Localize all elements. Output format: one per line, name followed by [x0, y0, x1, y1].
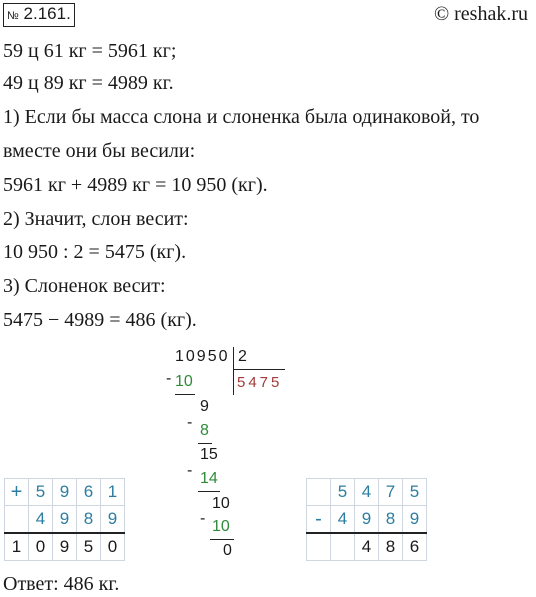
addend1-digit: 9	[53, 479, 77, 506]
division-sub-2: 8	[200, 422, 209, 439]
minuend-digit: 5	[403, 479, 427, 506]
sum-digit: 0	[101, 533, 125, 561]
empty-cell	[307, 479, 331, 506]
division-bar-vertical	[233, 347, 234, 367]
addend1-digit: 1	[101, 479, 125, 506]
sum-digit: 1	[5, 533, 29, 561]
minuend-digit: 4	[355, 479, 379, 506]
divisor: 2	[238, 348, 247, 365]
problem-number	[3, 3, 75, 27]
subtrahend-digit: 4	[331, 506, 355, 534]
minuend-digit: 5	[331, 479, 355, 506]
addend2-digit: 9	[53, 506, 77, 534]
empty-cell	[307, 533, 331, 561]
minuend-digit: 7	[379, 479, 403, 506]
addend2-digit: 9	[101, 506, 125, 534]
sum-digit: 5	[77, 533, 101, 561]
solution-line-2: 49 ц 89 кг = 4989 кг.	[3, 72, 174, 94]
division-bar-vertical-lower	[233, 367, 234, 395]
division-minus: -	[166, 370, 172, 387]
solution-line-6: 2) Значит, слон весит:	[3, 208, 189, 230]
sum-digit: 0	[29, 533, 53, 561]
answer-line: Ответ: 486 кг.	[3, 573, 120, 595]
minus-sign: -	[307, 506, 331, 534]
site-watermark: © reshak.ru	[433, 3, 528, 25]
subtrahend-digit: 8	[379, 506, 403, 534]
difference-digit: 8	[379, 533, 403, 561]
empty-cell	[331, 533, 355, 561]
dividend: 10950	[175, 348, 230, 365]
division-sub-3: 14	[200, 470, 218, 487]
division-underline-1	[175, 394, 195, 395]
division-sub-1: 10	[175, 373, 193, 390]
solution-line-9: 5475 − 4989 = 486 (кг).	[3, 309, 197, 331]
solution-line-8: 3) Слоненок весит:	[3, 275, 166, 297]
divisor-underline	[233, 369, 285, 370]
division-underline-2	[198, 443, 212, 444]
division-underline-4	[210, 539, 234, 540]
problem-number-value: 2.161.	[23, 4, 71, 23]
division-underline-3	[198, 491, 220, 492]
solution-line-5: 5961 кг + 4989 кг = 10 950 (кг).	[3, 174, 268, 196]
division-minus: -	[187, 462, 193, 479]
addend1-digit: 5	[29, 479, 53, 506]
difference-digit: 4	[355, 533, 379, 561]
solution-line-1: 59 ц 61 кг = 5961 кг;	[3, 40, 177, 62]
division-rem-1: 9	[200, 398, 209, 415]
addend1-digit: 6	[77, 479, 101, 506]
addend2-digit: 8	[77, 506, 101, 534]
subtraction-column	[306, 478, 427, 561]
division-rem-3: 10	[212, 495, 230, 512]
solution-line-3: 1) Если бы масса слона и слоненка была одинаковой, то	[3, 106, 480, 128]
solution-line-4: вместе они бы весили:	[3, 140, 196, 162]
addend2-digit: 4	[29, 506, 53, 534]
division-rem-2: 15	[200, 446, 218, 463]
solution-line-7: 10 950 : 2 = 5475 (кг).	[3, 241, 187, 263]
division-sub-4: 10	[212, 518, 230, 535]
sum-digit: 9	[53, 533, 77, 561]
empty-cell	[5, 506, 29, 534]
number-sign: №	[7, 10, 19, 22]
division-rem-4: 0	[223, 542, 232, 559]
addition-column	[4, 478, 125, 561]
division-minus: -	[187, 414, 193, 431]
quotient: 5475	[237, 374, 283, 391]
subtrahend-digit: 9	[403, 506, 427, 534]
division-minus: -	[200, 510, 206, 527]
subtrahend-digit: 9	[355, 506, 379, 534]
plus-sign: +	[5, 479, 29, 506]
difference-digit: 6	[403, 533, 427, 561]
